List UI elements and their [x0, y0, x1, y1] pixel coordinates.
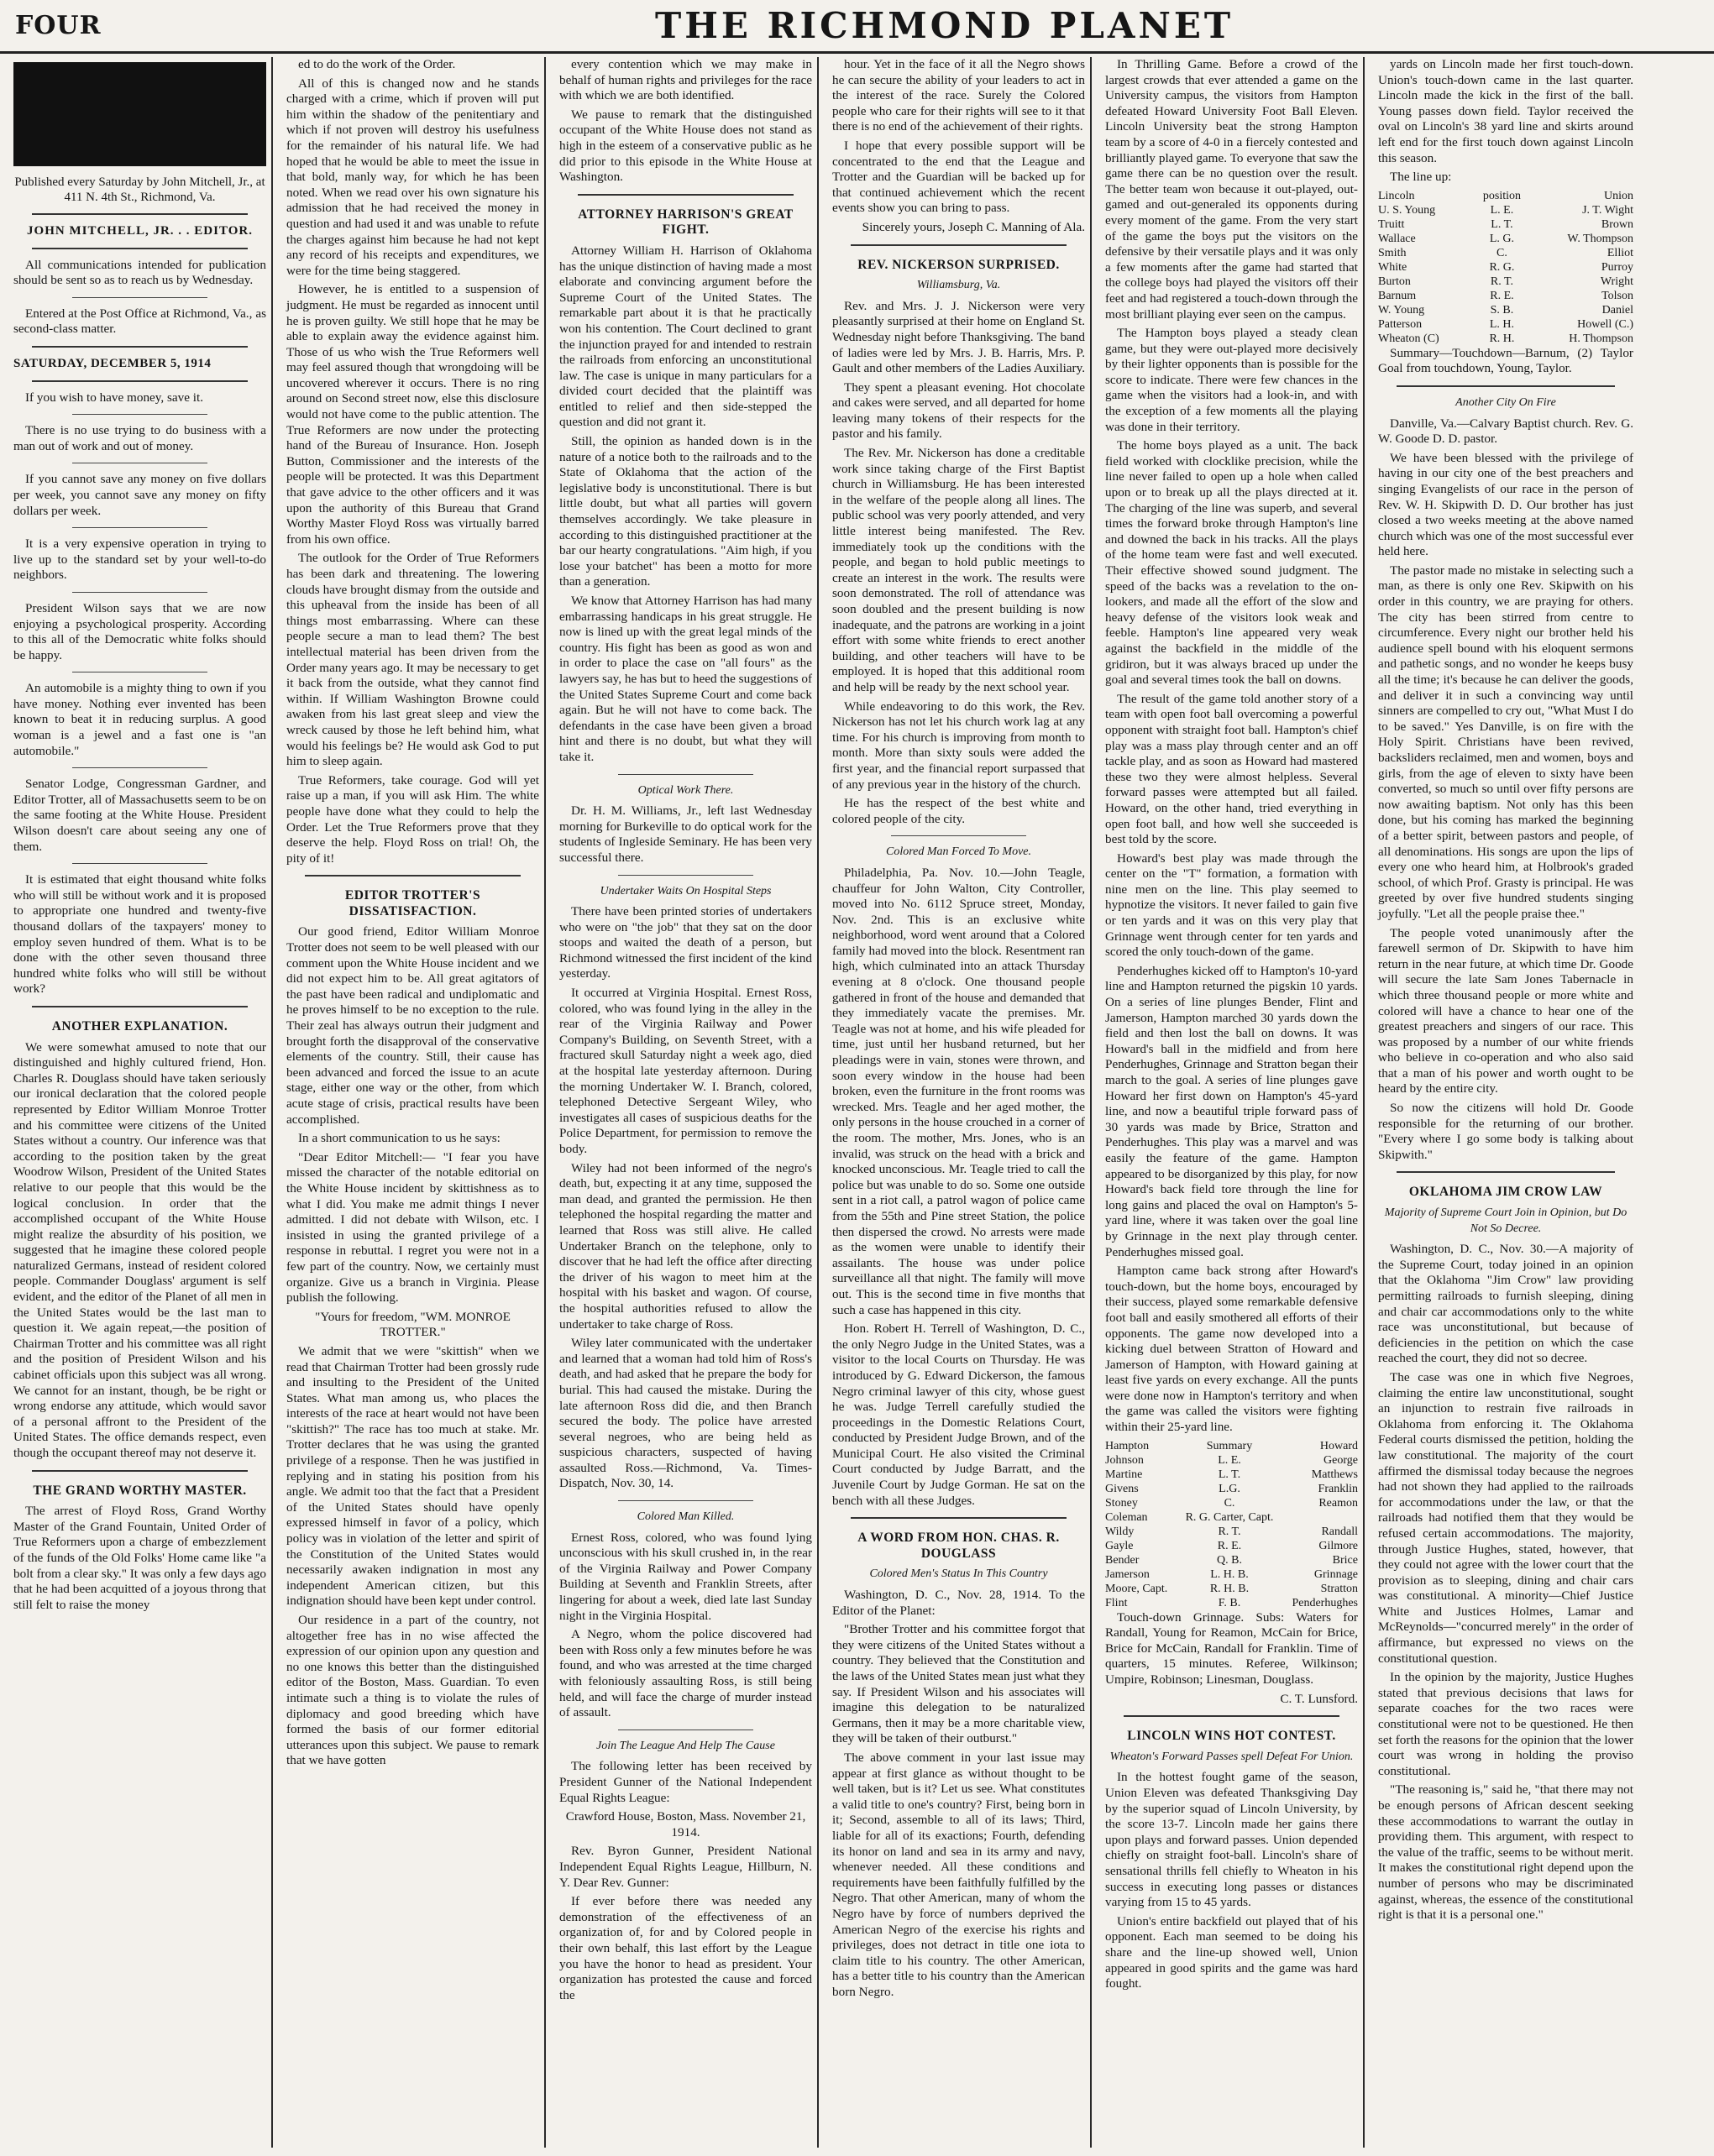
table-cell: Summary — [1206, 1439, 1253, 1452]
article-body: "Brother Trotter and his committee forgot that they were citizens of the United States without a country. They believed that the Constitution and the laws of the United States mean just what they say. If President Wilson and his associates will imagine this delegation to be naturalized Germans, then it may be a more charitable view, they will be taken of their outburst." — [832, 1622, 1085, 1746]
table-row — [1105, 1453, 1358, 1468]
redacted-block — [13, 62, 266, 166]
table-row — [1378, 332, 1633, 346]
entered-notice: Entered at the Post Office at Richmond, Va., as second-class matter. — [13, 306, 266, 337]
article-body: He has the respect of the best white and colored people of the city. — [832, 796, 1085, 826]
article-heading: A WORD FROM HON. CHAS. R. DOUGLASS — [857, 1531, 1060, 1561]
table-cell: Barnum — [1378, 289, 1417, 302]
article-body: Attorney William H. Harrison of Oklahoma has the unique distinction of having made a most elaborate and convincing argument before the Supreme Court of the United States. The remarkable part about it is that he practically won his contention. The Court declined to grant the injunction prayed for and intended to restrain the railroads from enforcing an unconstitutional law. The case is unique in many particulars for a divided court decided that the plaintiff was entitled to relief and then side-stepped the question and did not grant it. — [559, 243, 812, 430]
article-body: Our residence in a part of the country, not altogether free has in no wise affected the expression of our opinion upon any question and no one knows this better than the distinguished editor of the Boston, Mass. Guardian. To even intimate such a thing is to violate the rules of diplomacy and good breeding which have formed the basis of our former editorial utterances upon this subject. We pause to remark that we have gotten — [286, 1613, 539, 1768]
paragraph: ed to do the work of the Order. — [298, 57, 456, 71]
letter: "Dear Editor Mitchell:— "I fear you have missed the character of the notable editorial on the White House incident by skittishness as to what I did. You make me admit things I never admitted. I did not debate with Wilson, etc. I insisted in using the granted privilege of a response in rebuttal. I regret you were not in a few part of the country. Now, we certainly must organize. Give us a branch in Virginia. Please publish the following. — [286, 1149, 539, 1306]
paragraph: All of this is changed now and he stands charged with a crime, which if proven will put him within the shadow of the penitentiary and which if not proven will destroy his usefulness for the remainder of his natural life. We had hoped that he would be able to meet the issue in that bold, manly way, for which he has been noted. When we read over his own signature his admission that he had received the money in question and had used it and was unable to refute the charges against him because he had not kept any record of his receipts and expenditures, we were for the time being staggered. — [286, 76, 539, 278]
article-body: In a short communication to us he says: — [298, 1131, 501, 1146]
paragraph: Howard's best play was made through the center on the "T" formation, a formation with nine men on the line. This play seemed to hypnotize the visitors. It never failed to gain five or ten yards and it was on this very play that Grinnage went through center for ten yards and scored the only touch-down of the game. — [1105, 850, 1358, 960]
lineup-table — [1378, 189, 1633, 346]
article-body: "The reasoning is," said he, "that there may not be enough persons of African descent seeking these accommodations to warrant the outlay in providing them. This argument, with respect to the value of the traffic, seems to be without merit. It makes the constitutional right depend upon the number of persons who may be discriminated against, whereas, the essence of the constitutional right is that it is a personal one." — [1378, 1782, 1633, 1923]
divider — [618, 875, 753, 876]
divider — [851, 1517, 1067, 1519]
table-cell: Purroy — [1601, 260, 1633, 274]
paragraph: The result of the game told another story of a team with open foot ball overcoming a powerful opponent with straight foot ball. Hampton's chief play was a mass play through center and an off tackle play, and as soon as Howard had mastered these two they were almost helpless. Several forward passes were attempted but all failed. Howard, on the other hand, tried everything in open foot ball, and how well she succeeded is best told by the score. — [1105, 691, 1358, 847]
table-cell: Hampton — [1105, 1439, 1150, 1452]
imprint: Published every Saturday by John Mitchell, Jr., at 411 N. 4th St., Richmond, Va. — [14, 175, 265, 204]
table-cell: Randall — [1321, 1525, 1358, 1538]
table-row — [1105, 1525, 1358, 1539]
paragraph: It is a very expensive operation in trying to live up to the standard set by your well-to-do neighbors. — [13, 536, 266, 583]
table-row — [1105, 1582, 1358, 1596]
editor-line: JOHN MITCHELL, JR. . . EDITOR. — [27, 224, 253, 238]
table-cell: White — [1378, 260, 1407, 274]
table-row — [1105, 1510, 1358, 1525]
article-heading: OKLAHOMA JIM CROW LAW — [1408, 1185, 1603, 1200]
column-4 — [827, 57, 1092, 2148]
column-2 — [281, 57, 546, 2148]
table-row — [1378, 232, 1633, 246]
article-body: There have been printed stories of undertakers who were on "the job" that they sat on the door stoops and waited the death of a person, but Richmond witnessed the first incident of the kind yesterday. — [559, 904, 812, 981]
paragraph: Penderhughes kicked off to Hampton's 10-yard line and Hampton returned the pigskin 10 yards. On a series of line plunges Bender, Flint and Jamerson, Hampton marched 30 yards down the field and then lost the ball on downs. It was Howard's ball in the midfield and from here Penderhughes, Grinnage and Stratton began their march to the goal. A series of line plunges gave Howard her first down on Hampton's 45-yard line, and now a beautiful triple forward pass of 30 yards was made by Brice, Stratton and Penderhughes. This play was a marvel and was easily the feature of the game. Hampton appeared to be disorganized by this play, for now Howard's back field tore through the line for long gains and placed the oval on Hampton's 5-yard line, where it was taken over the goal line by Grinnage in the next play through center. Penderhughes missed goal. — [1105, 963, 1358, 1259]
table-cell: U. S. Young — [1378, 203, 1436, 217]
table-cell: Martine — [1105, 1468, 1143, 1481]
table-cell: Stoney — [1105, 1496, 1138, 1510]
article-body: We were somewhat amused to note that our distinguished and highly cultured friend, Hon. Charles R. Douglass should have taken seriously our ironical declaration that the colored people represented by Editor William Monroe Trotter and his committee were citizens of the United States without a country. Our inference was that according to the position taken by the great Woodrow Wilson, President of the United States relative to our people that this would be the logical conclusion. In order that the accomplished occupant of the White House might realize the absurdity of his position, we suggested that he imagine these colored people naturalized Germans, instead of resident colored people. Commander Douglass' argument is self evident, and the editor of the Planet of all men in the United States would be the last man to question it. We again repeat,—the position of Chairman Trotter and his committee was all right and the position of President Wilson and his cabinet officials upon this subject was all wrong. We cannot for an instant, though, be be right or wrong endorse any attitude, which would savor of a personal affront to the President of the United States. The office demands respect, even though the occupant thereof may not deserve it. — [13, 1039, 266, 1460]
divider — [72, 767, 207, 768]
newspaper-title: THE RICHMOND PLANET — [655, 5, 1234, 46]
article-heading: ATTORNEY HARRISON'S GREAT FIGHT. — [578, 207, 794, 238]
table-cell: J. T. Wight — [1582, 203, 1633, 217]
article-body: We admit that we were "skittish" when we read that Chairman Trotter had been grossly rude and insulting to the President of the United States. What man among us, who places the interests of the race at heart would not have been "skittish?" The race has too much at stake. Mr. Trotter declares that he was using the granted privilege of a response. Then he was justified in replying and in stating his position from his angle. We admit too that the fact that a President of the United States should have openly expressed himself in favor of a policy, which policy was in violation of the letter and spirit of the Constitution of the United States would necessarily awaken indignation in most any independent American citizen, but this indignation should have been kept under control. — [286, 1343, 539, 1609]
article-body: Hon. Robert H. Terrell of Washington, D. C., the only Negro Judge in the United States, was a visitor to the local Courts on Thursday. He was introduced by G. Edward Dickerson, the famous Negro criminal lawyer of this city, whose guest he was. Judge Terrell carefully studied the proceedings in the Domestic Relations Court, conducted by President Judge Brown, and of the Municipal Court. He also visited the Criminal Court conducted by Judge Barratt, and the Juvenile Court by Judge Gorman. He sat on the bench with all these Judges. — [832, 1321, 1085, 1508]
table-cell: S. B. — [1490, 303, 1514, 317]
paragraph: Senator Lodge, Congressman Gardner, and Editor Trotter, all of Massachusetts seem to be on the same footing at the White House. President Wilson doesn't care about seeing any one of them. — [13, 777, 266, 854]
divider — [618, 1500, 753, 1501]
table-row — [1378, 260, 1633, 275]
table-cell: Howell (C.) — [1577, 317, 1633, 331]
divider — [618, 774, 753, 775]
table-cell: Wheaton (C) — [1378, 332, 1439, 345]
divider — [32, 1006, 248, 1007]
divider — [72, 297, 207, 298]
article-heading: Undertaker Waits On Hospital Steps — [600, 884, 772, 897]
table-cell: Elliot — [1607, 246, 1633, 259]
table-cell: Smith — [1378, 246, 1407, 259]
table-cell: R. H. — [1489, 332, 1515, 345]
paragraph: The Hampton boys played a steady clean game, but they were out-played more decisively by their lighter opponents than is possible for the score to indicate. There were few chances in the game when the visitors had a look-in, and with the exception of a few moments all the playing was done in their territory. — [1105, 326, 1358, 434]
table-cell: R. G. Carter, Capt. — [1185, 1510, 1274, 1524]
table-cell: Matthews — [1311, 1468, 1358, 1481]
table-cell: F. B. — [1218, 1596, 1241, 1609]
article-body: Ernest Ross, colored, who was found lying unconscious with his skull crushed in, in the rear of the Virginia Railway and Power Company Building at Seventh and Franklin Streets, after lingering for about a week, died late last Sunday night in the Virginia Hospital. — [559, 1530, 812, 1623]
table-cell: H. Thompson — [1569, 332, 1633, 345]
table-cell: Wright — [1600, 275, 1633, 288]
divider — [1124, 1715, 1339, 1717]
paragraph: every contention which we may make in behalf of human rights and privileges for the race with which we are both identified. — [559, 57, 812, 103]
table-row — [1105, 1468, 1358, 1482]
paragraph: If you cannot save any money on five dollars per week, you cannot save any money on fifty dollars per week. — [13, 472, 266, 518]
table-cell: L. E. — [1490, 203, 1514, 217]
article-body: Dr. H. M. Williams, Jr., left last Wednesday morning for Burkeville to do optical work for the students of Ingleside Seminary. He has been very successful there. — [559, 803, 812, 865]
column-6 — [1373, 57, 1638, 2148]
table-cell: Howard — [1319, 1439, 1358, 1452]
table-cell: R. T. — [1490, 275, 1513, 288]
article-body: Danville, Va.—Calvary Baptist church. Rev. G. W. Goode D. D. pastor. — [1378, 416, 1633, 447]
table-cell: Gilmore — [1318, 1539, 1358, 1552]
article-subheading: Williamsburg, Va. — [916, 279, 1001, 292]
column-3 — [554, 57, 819, 2148]
dateline: SATURDAY, DECEMBER 5, 1914 — [13, 356, 212, 370]
paragraph: Hampton came back strong after Howard's touch-down, but the home boys, encouraged by their success, played some remarkable defensive foot ball and easily smothered all efforts of their opponents. The game now developed into a kicking duel between Stratton of Howard and Jamerson of Hampton, with Howard gaining at least five yards on every exchange. All the punts were done now in Hampton's territory and when the game was called the visitors were fighting within their 25-yard line. — [1105, 1264, 1358, 1435]
article-body: In the opinion by the majority, Justice Hughes stated that previous decisions that laws for separate coaches for the two races were constitutional were not to be questioned. He then set forth the reasons for the opinion that the lower court was wrong in holding the proviso constitutional. — [1378, 1670, 1633, 1778]
article-subheading: Colored Men's Status In This Country — [869, 1567, 1048, 1581]
divider — [32, 380, 248, 382]
article-body: Washington, D. C., Nov. 28, 1914. To the Editor of the Planet: — [832, 1588, 1085, 1618]
article-body: Wiley later communicated with the undertaker and learned that a woman had told him of Ross's death, and had asked that he prepare the body for burial. This had caused the mistake. During the late afternoon Ross did die, and then Branch secured the body. The police have arrested several negroes, who are being held as suspicious characters, suspected of having assaulted Ross.—Richmond, Va. Times-Dispatch, Nov. 30, 14. — [559, 1336, 812, 1491]
masthead — [0, 0, 1714, 54]
article-body: Washington, D. C., Nov. 30.—A majority of the Supreme Court, today joined in an opinion that the Oklahoma "Jim Crow" law providing permitting railroads to furnish sleeping, dining and chair car accommodations only to the white race was unconstitutional, but because of deficiencies in the petition on which the case reached the court, they did not so decree. — [1378, 1242, 1633, 1366]
table-cell: Wallace — [1378, 232, 1416, 245]
table-row — [1378, 203, 1633, 217]
table-cell: Jamerson — [1105, 1567, 1150, 1581]
table-cell: L. T. — [1218, 1468, 1241, 1481]
table-cell: C. — [1224, 1496, 1235, 1510]
table-cell: Johnson — [1105, 1453, 1144, 1467]
table-cell: Coleman — [1105, 1510, 1148, 1524]
table-cell: Daniel — [1601, 303, 1633, 317]
divider — [32, 1470, 248, 1472]
paragraph: The home boys played as a unit. The back field worked with clocklike precision, while the line never failed to open up a hole when called upon or to break up all the plays directed at it. The charging of the line was superb, and several times the forward broke through Hampton's line and downed the back in his tracks. All the plays of the home team were fast and well executed. Their effective showed sound judgment. The speed of the backs was a revelation to the on-lookers, and made all the effort of the slow and heavy defense of the visitors look weak and feeble. Hampton's line appeared very weak against the backfield in the middle of the gridiron, but it was always braced up under the goal and several times took the ball on downs. — [1105, 438, 1358, 688]
table-cell: R. T. — [1218, 1525, 1241, 1538]
table-header-row — [1105, 1439, 1358, 1453]
table-cell: Truitt — [1378, 217, 1405, 231]
summary-note: Touch-down Grinnage. Subs: Waters for Randall, Young for Reamon, McCain for Brice, Brice for McCain, Randall for Franklin. Time of quarters, 15 minutes. Referee, Wilkinson; Umpire, Robinson; Linesman, Douglass. — [1105, 1609, 1358, 1688]
article-body: The pastor made no mistake in selecting such a man, as there is only one Rev. Skipwith on his order in this country, we are praying for others. The city has been stirred from centre to circumference. Every night our brother held his audience spell bound with his eloquent sermons and pathetic songs, and no wonder he keeps busy all the time; it's because he can deliver the goods, and deliver it in such a convincing way until sinners are compelled to cry out, "What Must I do to be saved." Yes Danville, is on fire with the Holy Spirit. Christians have been revived, backsliders reclaimed, men and women, boys and girls, from the age of eleven to sixty have been converted, so much so until over fifty persons are now awaiting baptism. Not only has this been done, but his coming has marked the beginning of a better spirit, between pastors and people, of all denominations. His songs are upon the lips of every one who heard him, at Holbrook's graded school, of which Prof. Grasty is principal. He was greeted by over five hundred students singing joyfully. "Let all the people praise thee." — [1378, 563, 1633, 921]
table-row — [1105, 1553, 1358, 1567]
table-cell: George — [1324, 1453, 1358, 1467]
table-cell: R. E. — [1217, 1539, 1242, 1552]
table-cell: Gayle — [1105, 1539, 1134, 1552]
article-body: The Rev. Mr. Nickerson has done a creditable work since taking charge of the First Baptist church in Williamsburg. He has been interested in the welfare of the people along all lines. The public school was very poorly attended, and very little interest being manifested. The Rev. immediately took up the conditions with the people, and began to hold public meetings to create an interest in the work. The results were soon demonstrated. The roll of attendance was soon doubled and the present building is now inadequate, and the patrons are working in a joint effort with some white friends to erect another building, and other teachers will have to be employed. It is hoped that this additional room and help will be ready by the next school year. — [832, 446, 1085, 694]
paragraph: However, he is entitled to a suspension of judgment. He must be regarded as innocent until he is proven guilty. We still hope that he may be able to explain away the evidence against him. Those of us who wish the True Reformers well may feel assured though that wrongdoing will be uncovered wherever it occurs. There is no ring around on Second street now, else this disclosure would not have come to the public attention. The True Reformers are now under the protecting hand of the Bureau of Insurance. Hon. Joseph Button, Commissioner and the interests of the people will be protected. It was this Department that gave advice to the other officers and it was upon the authority of this Bureau that Grand Worthy Master Floyd Ross was virtually barred from his own office. — [286, 282, 539, 547]
table-row — [1378, 303, 1633, 317]
paragraph: I hope that every possible support will be concentrated to the end that the League and Trotter and the Guardian will be backed up for that continued achievement which the recent events show you can bring to pass. — [832, 138, 1085, 216]
paragraph: True Reformers, take courage. God will yet raise up a man, if you will ask Him. The white people have done what they could to help the Order. Let the True Reformers prove that they deserve the help. Floyd Ross on trial! Oh, the pity of it! — [286, 772, 539, 866]
divider — [32, 213, 248, 215]
article-body: If ever before there was needed any demonstration of the effectiveness of an organization of, for and by Colored people in their own behalf, this last effort by the League you have the honor to head as president. Your organization has protested the cause and forced the — [559, 1894, 812, 2002]
table-cell: L. H. B. — [1210, 1567, 1249, 1581]
signature: Sincerely yours, Joseph C. Manning of Ala. — [862, 219, 1085, 234]
article-heading: Colored Man Forced To Move. — [885, 845, 1032, 859]
article-heading: THE GRAND WORTHY MASTER. — [33, 1483, 247, 1498]
table-cell: Reamon — [1318, 1496, 1358, 1510]
divider — [32, 346, 248, 348]
article-body: Wiley had not been informed of the negro's death, but, expecting it at any time, supposed the man dead, and granted the permission. He then telephoned the hospital regarding the matter and learned that Ross was still alive. He called Undertaker Branch on the telephone, only to discover that he had left the office after directing the driver of his wagon to meet him at the hospital with his basket and wagon. Of course, the hospital authorities refused to allow the undertaker to take charge of Ross. — [559, 1160, 812, 1332]
table-cell: Franklin — [1318, 1482, 1358, 1495]
divider — [72, 592, 207, 593]
table-cell: Union — [1604, 189, 1633, 202]
column-5 — [1100, 57, 1365, 2148]
article-body: In the hottest fought game of the season, Union Eleven was defeated Thanksgiving Day by the superior squad of Lincoln University, by the score 13-7. Lincoln made her gains there upon plays and forward passes. Union depended chiefly on straight foot-ball. Lincoln's share of sensational thrills fell chiefly to Wheaton in his success in executing long passes or distances varying from 15 to 45 yards. — [1105, 1770, 1358, 1910]
table-row — [1378, 275, 1633, 289]
table-row — [1105, 1539, 1358, 1553]
article-heading: REV. NICKERSON SURPRISED. — [857, 257, 1060, 272]
table-cell: L. H. — [1489, 317, 1515, 331]
table-row — [1378, 189, 1633, 203]
table-cell: R. E. — [1490, 289, 1514, 302]
article-body: A Negro, whom the police discovered had been with Ross only a few minutes before he was found, and who was arrested at the time charged with feloniously assaulting Ross, is still being held, and will face the charge of murder instead of assault. — [559, 1627, 812, 1720]
table-row — [1105, 1482, 1358, 1496]
article-heading: EDITOR TROTTER'S DISSATISFACTION. — [344, 888, 481, 918]
table-row — [1378, 289, 1633, 303]
paragraph: yards on Lincoln made her first touch-down. Union's touch-down came in the last quarter. Lincoln made the kick in the first of the ball. Young passes down field. Taylor received the oval on Lincoln's 38 yard line and skirts around left end for the first touch down against Lincoln this season. — [1378, 57, 1633, 165]
table-cell: R. H. B. — [1209, 1582, 1250, 1595]
article-body: Rev. and Mrs. J. J. Nickerson were very pleasantly surprised at their home on England St. Wednesday night before Thanksgiving. The band of ladies were led by Mrs. J. B. Harris, Mrs. P. Gault and other members of the Ladies Auxiliary. — [832, 298, 1085, 376]
article-body: We have been blessed with the privilege of having in our city one of the best preachers and singing Evangelists of our race in the person of Rev. W. H. Skipwith D. D. Our brother has just closed a two weeks meeting at the above named church which was one of the most successful ever held here. — [1378, 450, 1633, 559]
article-heading: ANOTHER EXPLANATION. — [51, 1018, 228, 1034]
columns — [8, 57, 1706, 2148]
table-cell: Tolson — [1601, 289, 1633, 302]
table-cell: Grinnage — [1313, 1567, 1358, 1581]
article-heading: Colored Man Killed. — [637, 1510, 735, 1524]
article-heading: Optical Work There. — [637, 783, 734, 797]
table-cell: W. Thompson — [1567, 232, 1633, 245]
divider — [891, 835, 1026, 836]
table-cell: Patterson — [1378, 317, 1423, 331]
article-body: The case was one in which five Negroes, claiming the entire law unconstitutional, sought an injunction to restrain five railroads in Oklahoma from enforcing it. The Oklahoma Federal courts dismissed the petition, holding the law constitutional. The majority of the court affirmed the dismissal today because the negroes had not shown they had applied to the railroads for accommodations under the law, or that the railroads had notified them that they would be refused certain accommodations. The majority, through Justice Hughes, stated, however, that they could not agree with the lower court that the provision as to sleeping, dining and chair cars was constitutional. A minority—Chief Justice White and Justices Holmes, Lamar and McReynolds—"concurred merely" in the order of affirmance, but expressed no views on the constitutional question. — [1378, 1369, 1633, 1666]
table-cell: Brice — [1332, 1553, 1358, 1567]
article-body: They spent a pleasant evening. Hot chocolate and cakes were served, and all departed for home leaving many tokens of their respects for the pastor and his family. — [832, 379, 1085, 442]
divider — [72, 527, 207, 528]
table-cell: Q. B. — [1217, 1553, 1242, 1567]
article-body: We know that Attorney Harrison has had many embarrassing handicaps in his great struggle. He now is lined up with the great legal minds of the country. His fight has been as good as won and in order to place the case on "all fours" as the lawyers say, he has but to heed the suggestions of the United States Supreme Court and come back again. But he will not have to come back. The defendants in the case have been given a broad hint and there is no doubt, but what they will take it. — [559, 594, 813, 764]
table-cell: L.G. — [1219, 1482, 1240, 1495]
signature: C. T. Lunsford. — [1280, 1691, 1358, 1706]
summary-table — [1105, 1439, 1358, 1610]
table-row — [1105, 1567, 1358, 1582]
table-cell: Givens — [1105, 1482, 1139, 1495]
table-cell: L. T. — [1491, 217, 1513, 231]
table-row — [1105, 1596, 1358, 1610]
divider — [851, 244, 1067, 246]
table-row — [1378, 217, 1633, 232]
page-number: FOUR — [15, 11, 102, 40]
article-body: Our good friend, Editor William Monroe Trotter does not seem to be well pleased with our comment upon the White House incident and we did not expect him to be. All great agitators of the past have been radical and undiplomatic and he proves himself to be no exception to the rule. Their zeal has always outrun their judgment and brought forth the disapproval of the conservative elements of the country. Still, their cause has been advanced and forced the issue to an acute stage, either one way or the other, from which acute stage of crisis, practical results have been accomplished. — [286, 924, 539, 1127]
table-cell: Lincoln — [1378, 189, 1415, 202]
article-body: Still, the opinion as handed down is in the nature of a notice both to the railroads and to the State of Oklahoma that the action of the legislative body is unconstitutional. There is but little doubt, but what all parties will govern themselves accordingly. We take pleasure in according to this distinguished practitioner at the bar our hearty congratulations. "Aim high, if you lose your batchet" has been a motto for more than a generation. — [559, 434, 812, 589]
table-cell: Bender — [1105, 1553, 1140, 1567]
lineup-note: Summary—Touchdown—Barnum, (2) Taylor Goal from touchdown, Young, Taylor. — [1378, 345, 1633, 376]
table-cell: Penderhughes — [1292, 1596, 1358, 1609]
article-body: Philadelphia, Pa. Nov. 10.—John Teagle, chauffeur for John Walton, City Controller, moved into No. 6112 Spruce street, Monday, Nov. 2nd. This is an exclusive white neighborhood, word went around that a Colored family had moved into the block. Resentment ran high, which culminated into an attack Thursday evening at 8 o'clock. One thousand people gathered in front of the house and demanded that they immediately vacate the premises. Mr. Teagle was not at home, and his wife pleaded for time, just until her husband returned, but her pleadings were in vain, stones were thrown, and soon every window in the house had been broken, even the furniture in the front rooms was wrecked. Mrs. Teagle and her aged mother, the only persons in the house crouched in a corner of the room. The mother, Mrs. Jones, who is an invalid, was struck on the head with a brick and knocked unconscious. Mr. Teagle tried to call the police but was unable to do so. Some one outside sent in a riot call, a patrol wagon of police came from the 55th and Pine street Station, the police then dispersed the crowd. No arrests were made as the women were unable to identify their assailants. The house was under police surveillance all that night. The family will move out. This is the second time in five months that such a case has happened in this city. — [832, 865, 1085, 1317]
divider — [1397, 1171, 1615, 1173]
table-row — [1105, 1496, 1358, 1510]
article-heading: Another City On Fire — [1455, 395, 1556, 409]
table-cell: Brown — [1601, 217, 1633, 231]
divider — [72, 414, 207, 415]
table-cell: R. G. — [1489, 260, 1515, 274]
article-heading: LINCOLN WINS HOT CONTEST. — [1127, 1729, 1336, 1744]
table-row — [1378, 246, 1633, 260]
article-body: Union's entire backfield out played that of his opponent. Each man seemed to be doing his share and the line-up showed well, Union appeared in good spirits and the game was hard fought. — [1105, 1913, 1358, 1991]
divider — [72, 863, 207, 864]
table-cell: position — [1482, 189, 1521, 202]
table-row — [1378, 317, 1633, 332]
paragraph: President Wilson says that we are now enjoying a psychological prosperity. According to this all of the Democratic white folks should be happy. — [13, 600, 266, 662]
table-cell: Wildy — [1105, 1525, 1135, 1538]
article-body: So now the citizens will hold Dr. Goode responsible for the returning of our brother. "Every where I go some body is talking about Skipwith." — [1378, 1101, 1633, 1162]
article-body: While endeavoring to do this work, the Rev. Nickerson has not let his church work lag at any time. For his church is improving from month to month. More than sixty souls were added the first year, and the financial report surpassed that of any previous year in the history of the church. — [832, 699, 1085, 792]
paragraph: hour. Yet in the face of it all the Negro shows he can secure the ability of your leaders to act in the interest of the race. Surely the Colored people who care for their rights will see to it that there is no end of the achievement of their rights. — [832, 57, 1085, 134]
divider — [305, 875, 521, 877]
article-body: It occurred at Virginia Hospital. Ernest Ross, colored, who was found lying in the alley in the rear of the Virginia Railway and Power Company's Building, on Seventh Street, with a fractured skull Saturday night a week ago, died at the hospital late yesterday afternoon. During the morning Undertaker W. I. Branch, colored, telephoned Detective Sergeant Wiley, who investigates all cases of suspicious deaths for the Police Department, for permission to remove the body. — [559, 986, 812, 1156]
article-body: The following letter has been received by President Gunner of the National Independent Equal Rights League: — [559, 1759, 812, 1805]
article-body: Crawford House, Boston, Mass. November 21, 1914. — [565, 1809, 806, 1839]
article-heading: Join The League And Help The Cause — [596, 1739, 775, 1752]
article-subheading: Majority of Supreme Court Join in Opinion, but Do Not So Decree. — [1384, 1206, 1628, 1235]
paragraph: There is no use trying to do business with a man out of work and out of money. — [13, 423, 266, 453]
paragraph: In Thrilling Game. Before a crowd of the largest crowds that ever attended a game on the University campus, the visitors from Hampton defeated Howard University Foot Ball Eleven. Lincoln University beat the strong Hampton team by a score of 4-0 in a fiercely contested and brilliantly played game. To everyone that saw the game there can be no question over the result. The better team won because it out-played, out-gamed and out-generaled its opponents during every moment of the game. From the very start of the game the boys put the visitors on the defensive by their versatile plays and it was only a few moments after the game had started that the college boys had played the visitors off their feet and had registered a touch-down through the most brilliant playing ever seen on the campus. — [1105, 57, 1358, 322]
article-body: The people voted unanimously after the farewell sermon of Dr. Skipwith to have him return in the near future, at which time Dr. Goode will secure the late Sam Jones Tabernacle in which three thousand people or more white and colored will have a chance to hear one of the greatest preachers and singers of our race. This was proposed by a number of our white friends who believe in co-operation and who also said that a man of his power and worth ought to be heard by the entire city. — [1378, 925, 1633, 1096]
article-body: Rev. Byron Gunner, President National Independent Equal Rights League, Hillburn, N. Y. Dear Rev. Gunner: — [559, 1844, 812, 1890]
table-cell: L. G. — [1489, 232, 1515, 245]
article-body: The arrest of Floyd Ross, Grand Worthy Master of the Grand Fountain, United Order of True Reformers upon a charge of embezzlement of the funds of the Old Folks' Home came like "a bolt from a clear sky." It was only a few days ago that he had been acquitted of a joyous throng that still felt to raise the money — [13, 1504, 266, 1612]
column-1 — [8, 57, 273, 2148]
divider — [578, 194, 794, 196]
notice: All communications intended for publication should be sent so as to reach us by Wednesday. — [13, 257, 266, 288]
article-subheading: Wheaton's Forward Passes spell Defeat For Union. — [1109, 1750, 1354, 1763]
paragraph: If you wish to have money, save it. — [25, 390, 204, 405]
paragraph: It is estimated that eight thousand white folks who will still be without work and it is proposed to appropriate one hundred and twenty-five thousand dollars of the taxpayers' money to employ seven hundred of them. What is to be done with the other seven thousand three hundred white folks who will still be without work? — [13, 872, 266, 997]
lineup-title: The line up: — [1390, 170, 1452, 185]
divider — [32, 248, 248, 249]
letter-close: "Yours for freedom, "WM. MONROE TROTTER." — [315, 1309, 511, 1340]
article-body: The above comment in your last issue may appear at first glance as without thought to be well taken, but is it? Let us see. What constitutes a valid title to one's country? First, being born in it; Second, assemble to all of its laws; Third, liable for all of its exactions; Fourth, defending its honor on land and sea in its army and navy, whenever needed. All these conditions and requirements have been faithfully fulfilled by the Negro. That other American, many of whom the Negro have by force of numbers deprived the American Negro of the exercise his rights and privileges, does not detract in title one iota to claim title to his country. The other American, has a better title to his country than the American born Negro. — [832, 1750, 1085, 1999]
table-cell: Burton — [1378, 275, 1411, 288]
table-cell: W. Young — [1378, 303, 1425, 317]
paragraph: We pause to remark that the distinguished occupant of the White House does not stand as high in the esteem of a conservative public as he did prior to this episode in the White House at Washington. — [559, 107, 812, 185]
paragraph: An automobile is a mighty thing to own if you have money. Nothing ever invented has been known to beat it in reducing surplus. A good woman is a jewel and a fast one is "an automobile." — [13, 681, 266, 758]
divider — [1397, 385, 1615, 387]
table-cell: Stratton — [1320, 1582, 1358, 1595]
paragraph: The outlook for the Order of True Reformers has been dark and threatening. The lowering clouds have brought dismay from the outside and this upheaval from the inside has been of all things most embarrassing. Where can these people secure a man to lead them? The best intellectual material has been driven from the Order many years ago. It may be necessary to get it back from the outside, what they cannot find within. If William Washington Browne could awaken from his last great sleep and view the wreck caused by those he left behind him, what would his feelings be? He would ask God to put him to sleep again. — [286, 551, 539, 769]
table-cell: Moore, Capt. — [1105, 1582, 1168, 1595]
table-cell: L. E. — [1218, 1453, 1241, 1467]
table-cell: C. — [1496, 246, 1507, 259]
table-cell: Flint — [1105, 1596, 1128, 1609]
